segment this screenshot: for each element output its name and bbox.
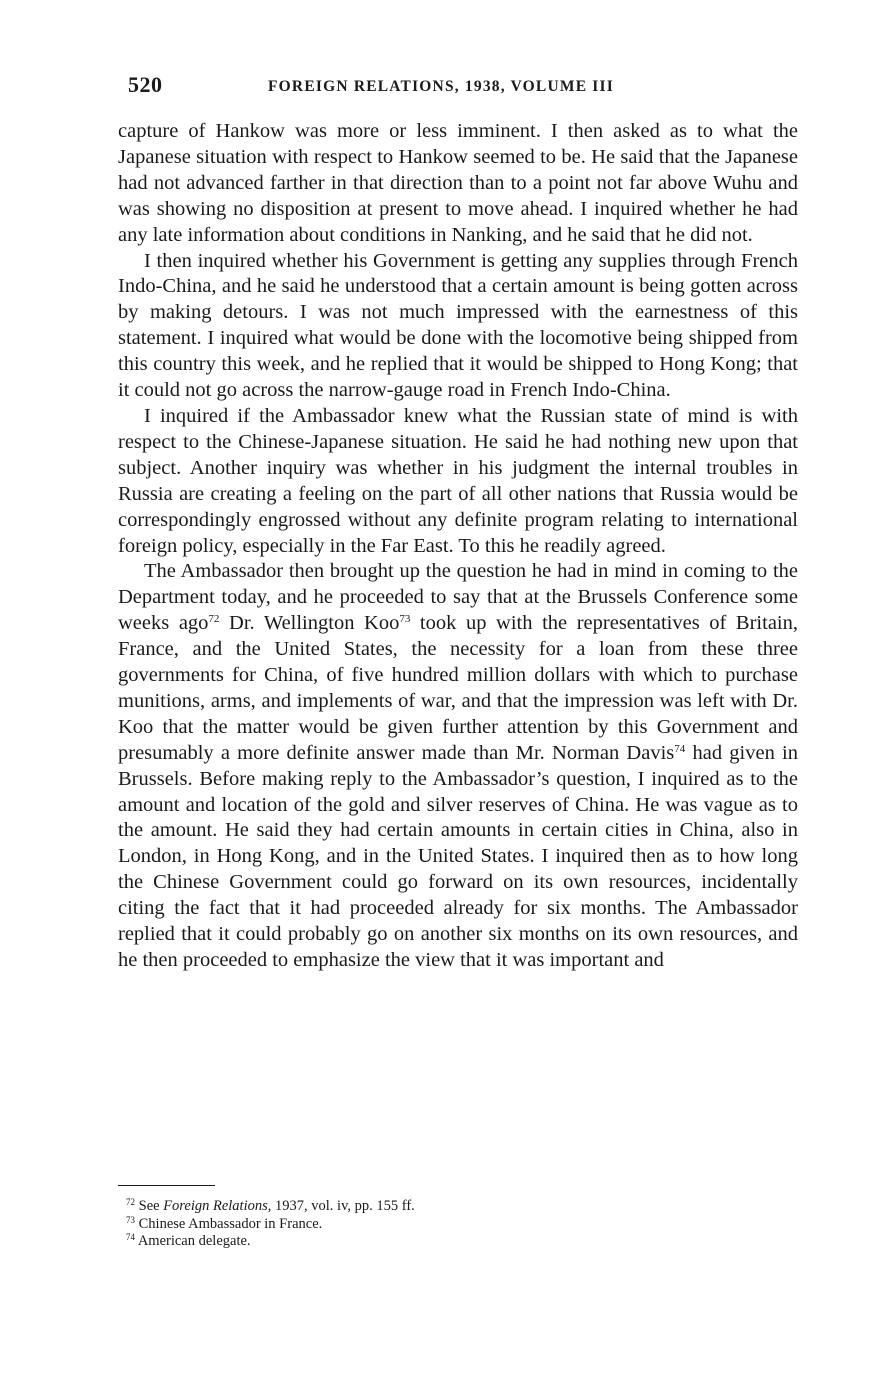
footnote-ref-73[interactable]: 73 xyxy=(399,613,411,626)
running-title: FOREIGN RELATIONS, 1938, VOLUME III xyxy=(268,78,614,95)
footnote-text: See xyxy=(138,1198,164,1214)
footnote-mark: 72 xyxy=(126,1197,135,1207)
footnote-text: American delegate. xyxy=(137,1233,251,1249)
footnote-mark: 74 xyxy=(126,1232,135,1242)
paragraph-4-text-b: Dr. Wellington Koo xyxy=(219,612,400,635)
footnote-ref-72[interactable]: 72 xyxy=(208,613,220,626)
main-text xyxy=(118,119,798,974)
paragraph-4-text-d: had given in Brussels. Before making reply to the Ambassador’s question, I inquired as to the amount and location of the gold and silver reserves of China. He was vague as to the amount. He said they had certain amounts in certain cities in China, also in London, in Hong Kong, and in the United States. I inquired then as to how long the Chinese Government could go forward on its own resources, incidentally citing the fact that it had proceeded already for six months. The Ambassador replied that it could probably go on another six months on its own resources, and he then proceeded to emphasize the view that it was important and xyxy=(118,741,798,971)
paragraph-4-text-c: took up with the representatives of Britain, France, and the United States, the necessity for a loan from these three governments for China, of five hundred million dollars with which to purchase munitions, arms, and implements of war, and that the impression was left with Dr. Koo that the matter would be given further attention by this Government and presumably a more definite answer made than Mr. Norman Davis xyxy=(118,612,798,764)
footnote-mark: 73 xyxy=(126,1214,135,1225)
paragraph-4 xyxy=(118,559,798,974)
page-header xyxy=(128,72,808,112)
paragraph-1: capture of Hankow was more or less imminent. I then asked as to what the Japanese situation with respect to Hankow seemed to be. He said that the Japanese had not advanced farther in that direction than to a point not far above Wuhu and was showing no disposition at present to move ahead. I inquired whether he had any late information about conditions in Nanking, and he said that he did not. xyxy=(118,120,798,246)
footnote-74 xyxy=(126,1233,726,1251)
footnote-text: Chinese Ambassador in France. xyxy=(138,1215,323,1232)
footnote-divider xyxy=(118,1185,215,1186)
paragraph-4-text-a: The Ambassador then brought up the question he had in mind in coming to the Department today, and he proceeded to say that at the Brussels Conference some weeks ago xyxy=(118,560,798,635)
footnote-text: 1937, vol. iv, pp. 155 ff. xyxy=(271,1198,415,1214)
footnote-title: Foreign Relations, xyxy=(163,1198,272,1214)
paragraph-2: I then inquired whether his Government is getting any supplies through French Indo-China, and he said he understood that a certain amount is being gotten across by making detours. I was not much impressed with the earnestness of this statement. I inquired what would be done with the locomotive being shipped from this country this week, and he replied that it would be shipped to Hong Kong; that it could not go across the narrow-gauge road in French Indo-China. xyxy=(118,249,798,402)
footnote-72 xyxy=(126,1198,726,1216)
paragraph-3: I inquired if the Ambassador knew what the Russian state of mind is with respect to the Chinese-Japanese situation. He said he had nothing new upon that subject. Another inquiry was whether in his judgment the internal troubles in Russia are creating a feeling on the part of all other nations that Russia would be correspondingly engrossed without any definite program relating to international foreign policy, especially in the Far East. To this he readily agreed. xyxy=(118,404,798,557)
footnotes xyxy=(126,1198,726,1251)
footnote-ref-74[interactable]: 74 xyxy=(674,742,686,755)
footnote-73 xyxy=(126,1216,726,1234)
page-number: 520 xyxy=(128,72,163,97)
